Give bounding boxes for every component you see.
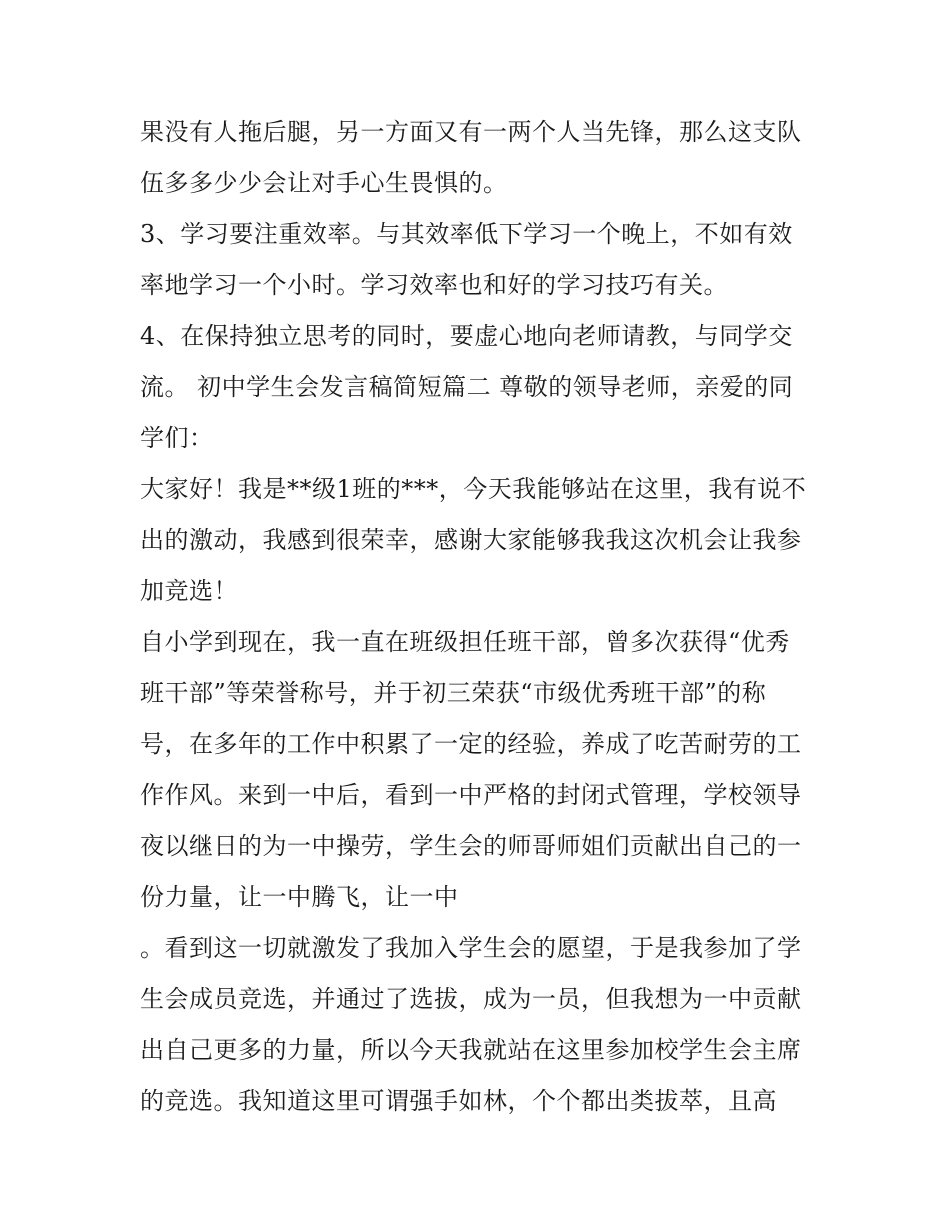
text-line: 大家好！我是**级1班的***，今天我能够站在这里，我有说不	[140, 475, 807, 503]
text-line: 加竞选！	[140, 577, 238, 605]
text-line: 率地学习一个小时。学习效率也和好的学习技巧有关。	[140, 271, 728, 299]
text-line: 果没有人拖后腿，另一方面又有一两个人当先锋，那么这支队	[140, 118, 802, 146]
document-body	[140, 107, 820, 1127]
text-line: 学们：	[140, 424, 214, 452]
text-line: 流。 初中学生会发言稿简短篇二 尊敬的领导老师，亲爱的同	[140, 373, 794, 401]
text-line: 班干部”等荣誉称号，并于初三荣获“市级优秀班干部”的称	[140, 679, 767, 707]
text-line: 伍多多少少会让对手心生畏惧的。	[140, 169, 508, 197]
text-line: 3、学习要注重效率。与其效率低下学习一个晚上，不如有效	[140, 220, 793, 248]
text-line: 作作风。来到一中后，看到一中严格的封闭式管理，学校领导	[140, 781, 802, 809]
text-line: 出的激动，我感到很荣幸，感谢大家能够我我这次机会让我参	[140, 526, 802, 554]
text-line: 自小学到现在，我一直在班级担任班干部，曾多次获得“优秀	[140, 628, 790, 656]
text-line: 夜以继日的为一中操劳，学生会的师哥师姐们贡献出自己的一	[140, 832, 802, 860]
text-line: 号，在多年的工作中积累了一定的经验，养成了吃苦耐劳的工	[140, 730, 802, 758]
text-line: 生会成员竞选，并通过了选拔，成为一员，但我想为一中贡献	[140, 985, 802, 1013]
text-line: 份力量，让一中腾飞，让一中	[140, 883, 459, 911]
text-line: 出自己更多的力量，所以今天我就站在这里参加校学生会主席	[140, 1036, 802, 1064]
text-line: 4、在保持独立思考的同时，要虚心地向老师请教，与同学交	[140, 322, 793, 350]
text-line: 。看到这一切就激发了我加入学生会的愿望，于是我参加了学	[140, 934, 802, 962]
text-line: 的竞选。我知道这里可谓强手如林，个个都出类拔萃，且高	[140, 1087, 777, 1115]
